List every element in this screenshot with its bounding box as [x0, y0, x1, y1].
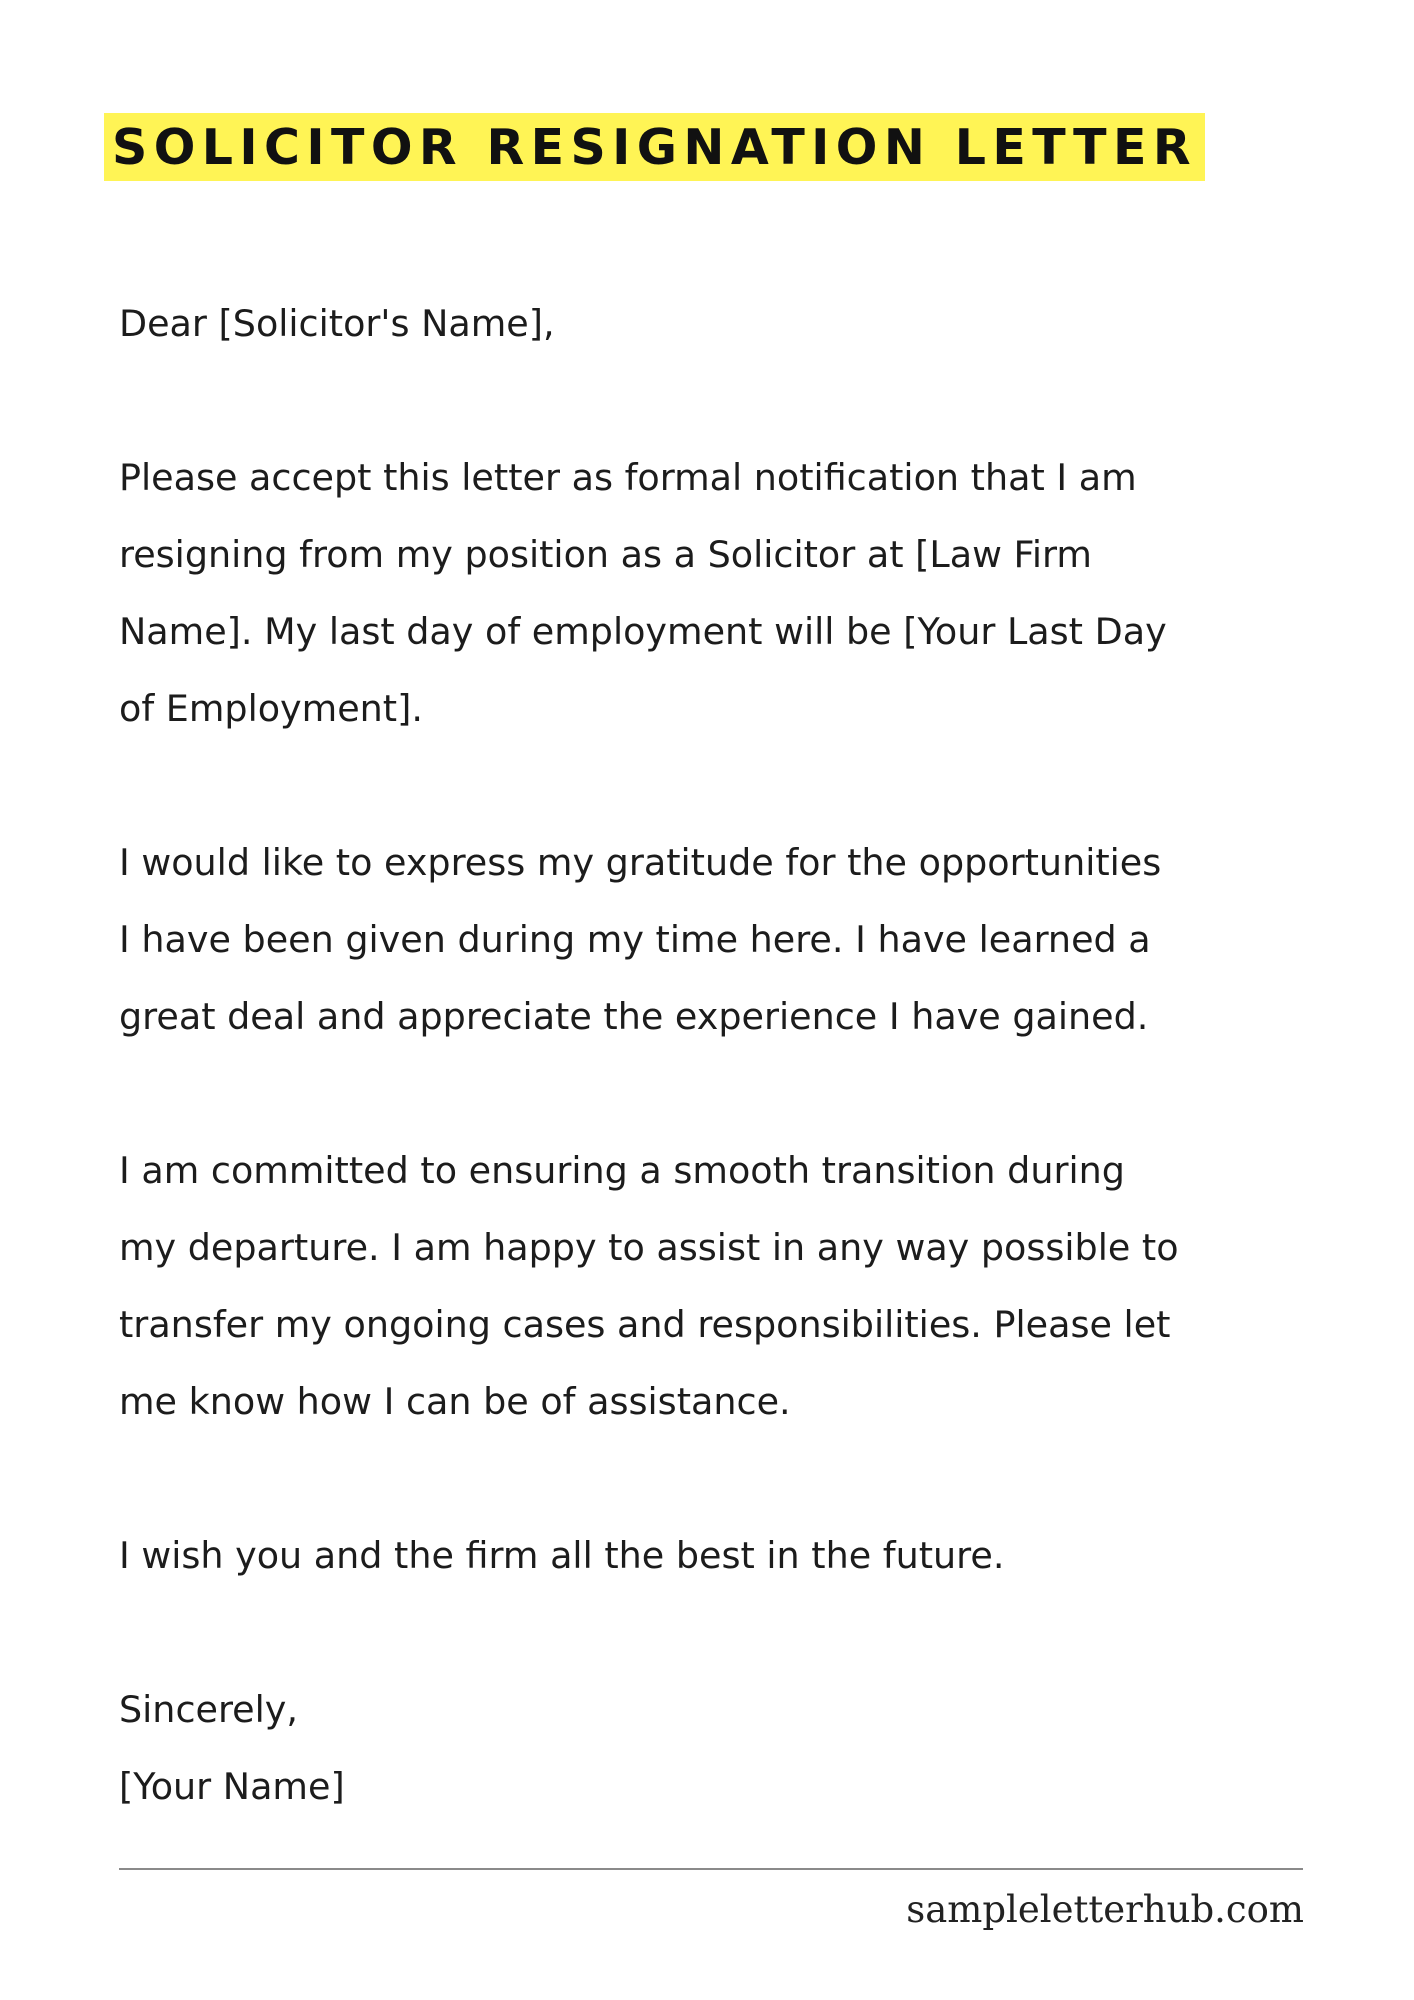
letter-body — [119, 285, 1369, 1825]
footer-divider — [119, 1868, 1303, 1870]
paragraph-line: me know how I can be of assistance. — [119, 1380, 791, 1423]
paragraph-line: my departure. I am happy to assist in any way possible to — [119, 1226, 1179, 1269]
paragraph-line: great deal and appreciate the experience I have gained. — [119, 995, 1149, 1038]
footer-website: sampleletterhub.com — [906, 1888, 1304, 1931]
paragraph-line: I would like to express my gratitude for the opportunities — [119, 841, 1162, 884]
paragraph-line: resigning from my position as a Solicitor at [Law Firm — [119, 533, 1092, 576]
paragraph-transition — [119, 1132, 1369, 1440]
paragraph-notification — [119, 439, 1369, 747]
salutation-text: Dear [Solicitor's Name], — [119, 302, 555, 345]
letter-title: SOLICITOR RESIGNATION LETTER — [112, 118, 1197, 176]
paragraph-line: of Employment]. — [119, 687, 423, 730]
paragraph-line: I have been given during my time here. I have learned a — [119, 918, 1151, 961]
title-highlight — [104, 113, 1205, 181]
paragraph-gratitude — [119, 824, 1369, 1055]
signature-placeholder: [Your Name] — [119, 1765, 345, 1808]
closing-block — [119, 1671, 1369, 1825]
paragraph-line: Name]. My last day of employment will be [Your Last Day — [119, 610, 1167, 653]
paragraph-line: Please accept this letter as formal notification that I am — [119, 456, 1137, 499]
paragraph-wishes — [119, 1517, 1369, 1594]
paragraph-line: I wish you and the firm all the best in the future. — [119, 1534, 1005, 1577]
paragraph-line: I am committed to ensuring a smooth transition during — [119, 1149, 1125, 1192]
paragraph-line: transfer my ongoing cases and responsibilities. Please let — [119, 1303, 1171, 1346]
salutation — [119, 285, 1369, 362]
closing-text: Sincerely, — [119, 1688, 298, 1731]
